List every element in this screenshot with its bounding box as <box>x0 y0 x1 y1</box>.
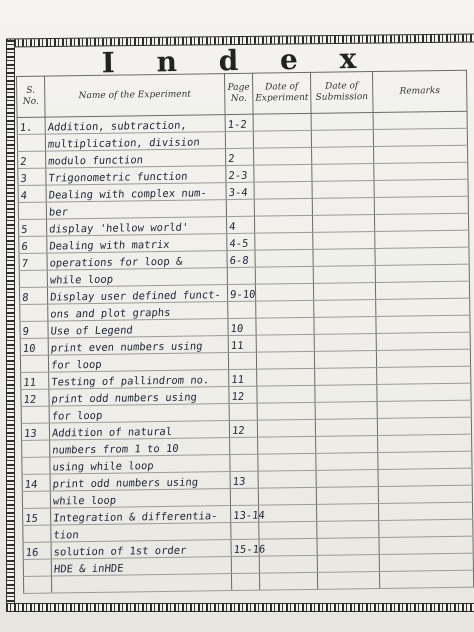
row-date-of-experiment <box>257 368 315 386</box>
row-page-no-text: 15-16 <box>233 543 266 557</box>
row-page-no <box>227 267 255 284</box>
row-experiment-name <box>49 370 229 390</box>
row-page-no-text: 10 <box>230 322 244 336</box>
row-date-of-submission <box>315 401 377 419</box>
row-sno <box>21 372 49 389</box>
row-page-no <box>230 471 258 488</box>
row-sno-text: 13 <box>23 427 38 440</box>
row-date-of-submission <box>316 452 378 470</box>
header-sno: S. No. <box>17 76 46 117</box>
row-sno <box>19 287 47 304</box>
row-date-of-submission <box>314 333 376 351</box>
row-sno-text: 11 <box>22 376 37 389</box>
row-remarks <box>378 434 472 452</box>
row-page-no <box>225 114 253 131</box>
row-sno <box>22 491 50 508</box>
row-date-of-experiment <box>259 538 317 556</box>
row-sno <box>20 338 48 355</box>
row-remarks <box>374 179 468 197</box>
row-page-no-text: 11 <box>230 373 245 387</box>
row-remarks <box>375 264 469 282</box>
row-page-no <box>227 284 255 301</box>
row-page-no <box>227 250 255 267</box>
row-date-of-experiment <box>253 130 311 148</box>
row-remarks <box>375 281 469 299</box>
row-sno <box>23 508 51 525</box>
row-remarks <box>374 213 468 231</box>
row-date-of-submission <box>314 300 376 318</box>
row-date-of-submission <box>317 520 379 538</box>
row-date-of-experiment <box>254 198 312 216</box>
row-experiment-name-text: ber <box>48 206 69 219</box>
row-remarks <box>376 349 470 367</box>
row-date-of-submission <box>316 469 378 487</box>
row-date-of-submission <box>314 350 376 368</box>
row-sno <box>17 134 45 151</box>
row-experiment-name-text: print odd numbers using <box>50 391 198 406</box>
row-page-no <box>230 454 258 471</box>
row-sno <box>22 440 50 457</box>
row-date-of-submission <box>312 164 374 182</box>
row-page-no-text: 6-8 <box>229 254 250 268</box>
row-date-of-submission <box>311 130 373 148</box>
row-experiment-name <box>51 506 231 526</box>
row-page-no <box>230 488 258 505</box>
row-date-of-experiment <box>255 249 313 267</box>
row-date-of-experiment <box>258 453 316 471</box>
row-experiment-name <box>51 574 231 594</box>
page-title: I n d e x <box>101 41 373 80</box>
row-sno-text: 1. <box>19 121 33 134</box>
row-sno-text: 5 <box>20 223 29 236</box>
row-experiment-name-text: modulo function <box>47 154 144 168</box>
row-date-of-experiment <box>257 419 315 437</box>
row-remarks <box>377 417 471 435</box>
row-date-of-experiment <box>253 113 311 131</box>
row-remarks <box>374 196 468 214</box>
row-remarks <box>373 111 467 129</box>
row-sno <box>21 406 49 423</box>
row-experiment-name-text: while loop <box>49 273 114 287</box>
row-experiment-name <box>46 183 226 203</box>
row-page-no-text: 9-10 <box>229 288 256 302</box>
row-page-no <box>229 403 257 420</box>
row-experiment-name-text: Use of Legend <box>50 324 134 338</box>
row-remarks <box>377 366 471 384</box>
row-date-of-submission <box>313 283 375 301</box>
row-date-of-experiment <box>259 555 317 573</box>
row-sno-text: 10 <box>22 342 37 355</box>
row-page-no <box>228 318 256 335</box>
row-experiment-name-text: for loop <box>51 409 103 423</box>
row-date-of-experiment <box>258 470 316 488</box>
row-sno <box>19 219 47 236</box>
row-date-of-experiment <box>255 283 313 301</box>
row-date-of-experiment <box>254 181 312 199</box>
row-date-of-experiment <box>256 351 314 369</box>
row-experiment-name-text: display 'hellow world' <box>48 221 189 236</box>
header-date-of-submission: Date of Submission <box>310 72 373 114</box>
row-remarks <box>376 332 470 350</box>
row-experiment-name-text: ons and plot graphs <box>49 306 171 321</box>
row-remarks <box>375 230 469 248</box>
row-experiment-name <box>48 336 228 356</box>
row-remarks <box>373 128 467 146</box>
row-page-no <box>228 301 256 318</box>
row-date-of-submission <box>313 249 375 267</box>
row-page-no <box>226 182 254 199</box>
row-date-of-submission <box>317 503 379 521</box>
row-page-no <box>225 131 253 148</box>
row-remarks <box>376 315 470 333</box>
row-remarks <box>375 247 469 265</box>
header-experiment-name: Name of the Experiment <box>45 74 226 118</box>
row-page-no <box>227 233 255 250</box>
row-sno <box>20 304 48 321</box>
row-page-no <box>230 437 258 454</box>
row-sno <box>23 525 51 542</box>
row-experiment-name-text: Testing of pallindrom no. <box>50 374 210 389</box>
row-date-of-submission <box>312 198 374 216</box>
row-page-no-text: 13 <box>232 475 246 489</box>
row-page-no-text: 4 <box>228 220 237 234</box>
row-sno <box>22 474 50 491</box>
row-date-of-experiment <box>259 504 317 522</box>
row-experiment-name <box>45 132 225 152</box>
row-page-no <box>231 522 259 539</box>
row-page-no <box>231 539 266 557</box>
row-remarks <box>379 502 473 520</box>
row-experiment-name <box>47 285 227 305</box>
row-page-no <box>229 369 257 386</box>
row-date-of-experiment <box>256 317 314 335</box>
row-experiment-name-text: Addition, subtraction, <box>47 119 188 134</box>
row-remarks <box>379 536 473 554</box>
row-date-of-submission <box>312 147 374 165</box>
row-sno <box>21 423 49 440</box>
row-page-no-text: 13-14 <box>232 509 266 523</box>
row-sno <box>17 117 45 134</box>
row-date-of-experiment <box>257 402 315 420</box>
row-page-no-text: 12 <box>230 390 245 404</box>
row-page-no-text: 11 <box>230 339 244 353</box>
row-date-of-submission <box>316 486 378 504</box>
row-remarks <box>377 383 471 401</box>
row-page-no <box>228 352 256 369</box>
row-date-of-experiment <box>255 266 313 284</box>
row-date-of-experiment <box>258 436 316 454</box>
header-page-no: Page No. <box>224 73 253 114</box>
row-page-no <box>231 556 259 573</box>
row-date-of-submission <box>317 571 379 589</box>
row-sno <box>20 321 48 338</box>
header-date-of-experiment: Date of Experiment <box>252 72 311 114</box>
row-sno <box>19 270 47 287</box>
row-date-of-submission <box>313 266 375 284</box>
row-sno-text: 15 <box>24 512 39 525</box>
row-sno-text: 16 <box>25 546 39 559</box>
row-experiment-name-text: print even numbers using <box>50 340 204 355</box>
row-date-of-experiment <box>256 334 314 352</box>
row-date-of-submission <box>315 367 377 385</box>
row-date-of-submission <box>313 232 375 250</box>
row-experiment-name-text: Trigonometric function <box>47 170 189 185</box>
row-date-of-submission <box>317 554 379 572</box>
row-remarks <box>379 553 473 571</box>
row-sno <box>23 559 51 576</box>
row-sno-text: 4 <box>20 189 28 202</box>
row-remarks <box>379 519 473 537</box>
row-sno-text: 9 <box>22 325 30 338</box>
row-page-no <box>226 199 254 216</box>
row-experiment-name-text: numbers from 1 to 10 <box>51 442 180 457</box>
row-sno-text: 7 <box>21 257 29 270</box>
row-date-of-experiment <box>254 215 312 233</box>
row-sno-text: 8 <box>21 291 29 304</box>
row-page-no <box>228 335 256 352</box>
row-experiment-name-text: multiplication, division <box>47 136 201 151</box>
row-experiment-name-text: using while loop <box>51 460 155 474</box>
row-sno <box>19 253 47 270</box>
row-date-of-submission <box>312 181 374 199</box>
row-remarks <box>378 451 472 469</box>
row-page-no-text: 4-5 <box>228 237 249 251</box>
row-experiment-name-text: Addition of natural <box>51 425 173 440</box>
row-remarks <box>377 400 471 418</box>
row-experiment-name-text: for loop <box>50 358 103 372</box>
row-date-of-submission <box>316 435 378 453</box>
row-sno-text: 2 <box>19 155 28 168</box>
row-remarks <box>374 162 468 180</box>
row-experiment-name-text: Integration & differentia- <box>52 510 219 525</box>
row-sno <box>23 576 51 593</box>
row-experiment-name-text: print odd numbers using <box>52 476 199 491</box>
row-page-no-text: 2 <box>227 152 236 166</box>
row-date-of-experiment <box>259 521 317 539</box>
row-page-no <box>226 148 254 165</box>
row-remarks <box>376 298 470 316</box>
row-sno <box>21 389 49 406</box>
row-experiment-name-text: operations for loop & <box>49 255 183 270</box>
row-date-of-experiment <box>255 232 313 250</box>
row-date-of-experiment <box>254 164 312 182</box>
row-sno <box>22 457 50 474</box>
row-page-no-text: 1-2 <box>227 118 248 132</box>
row-page-no <box>226 165 254 182</box>
row-remarks <box>379 570 473 588</box>
row-date-of-experiment <box>256 300 314 318</box>
row-experiment-name-text: Dealing with matrix <box>48 238 171 253</box>
header-remarks: Remarks <box>372 70 467 112</box>
row-page-no-text: 2-3 <box>227 169 248 183</box>
row-sno <box>19 236 47 253</box>
row-date-of-experiment <box>258 487 316 505</box>
row-experiment-name-text: tion <box>52 529 80 542</box>
row-experiment-name-text: Display user defined funct- <box>49 289 222 304</box>
row-page-no <box>231 505 266 523</box>
row-date-of-submission <box>315 384 377 402</box>
row-experiment-name-text: HDE & inHDE <box>53 562 124 576</box>
row-sno <box>20 355 48 372</box>
row-remarks <box>374 145 468 163</box>
row-date-of-submission <box>311 113 373 131</box>
row-date-of-submission <box>317 537 379 555</box>
row-sno <box>18 202 46 219</box>
row-date-of-submission <box>315 418 377 436</box>
row-date-of-submission <box>314 316 376 334</box>
row-page-no-text: 3-4 <box>228 186 249 200</box>
row-page-no <box>226 216 254 233</box>
row-sno-text: 14 <box>24 478 38 491</box>
row-date-of-experiment <box>254 147 312 165</box>
row-page-no <box>229 420 257 437</box>
index-table <box>16 70 474 594</box>
row-page-no-text: 12 <box>231 424 246 438</box>
row-sno-text: 3 <box>19 172 28 185</box>
row-sno <box>18 168 46 185</box>
row-sno <box>18 151 46 168</box>
row-experiment-name-text: while loop <box>52 494 117 508</box>
row-remarks <box>378 485 472 503</box>
decorative-border-bottom <box>6 603 474 612</box>
row-experiment-name-text: Dealing with complex num- <box>48 187 208 202</box>
row-sno <box>23 542 51 559</box>
row-date-of-experiment <box>259 572 317 590</box>
row-date-of-submission <box>312 215 374 233</box>
row-page-no <box>229 386 257 403</box>
table-header-row <box>17 70 468 117</box>
row-sno-text: 12 <box>22 393 37 406</box>
row-page-no <box>231 573 259 590</box>
row-experiment-name-text: solution of 1st order <box>53 544 187 559</box>
decorative-border-left <box>6 40 15 606</box>
row-sno-text: 6 <box>20 240 29 253</box>
row-date-of-experiment <box>257 385 315 403</box>
row-sno <box>18 185 46 202</box>
row-remarks <box>378 468 472 486</box>
